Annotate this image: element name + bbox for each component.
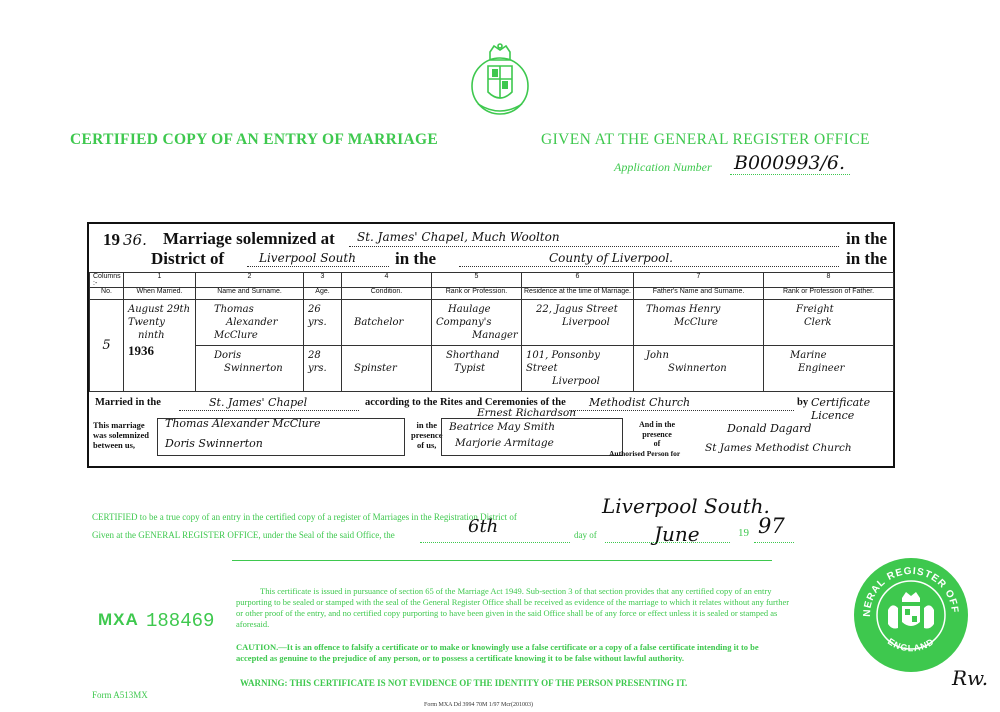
- by-value: Certificate Licence: [811, 396, 871, 422]
- certification-line-2: Given at the GENERAL REGISTER OFFICE, under the Seal of the said Office, the: [92, 530, 395, 540]
- entry-number: 5: [90, 300, 124, 392]
- column-header: Father's Name and Surname.: [634, 288, 764, 300]
- application-number-label: Application Number: [614, 160, 712, 174]
- witness-3: Marjorie Armitage: [455, 437, 554, 449]
- caution-label: CAUTION.: [236, 642, 279, 652]
- royal-crest-icon: [468, 42, 532, 122]
- witness-2: Beatrice May Smith: [449, 421, 555, 433]
- groom-age: 26 yrs.: [304, 300, 342, 346]
- authorised-church: St James Methodist Church: [705, 442, 852, 454]
- column-header: No.: [90, 288, 124, 300]
- district-label: District of: [151, 249, 225, 268]
- year-prefix: 19: [738, 527, 749, 539]
- serial-prefix: MXA: [98, 610, 139, 629]
- certificate-title: CERTIFIED COPY OF AN ENTRY OF MARRIAGE: [70, 131, 438, 148]
- married-in-label: Married in the: [95, 397, 161, 408]
- statutory-notice: This certificate is issued in pursuance of section 65 of the Marriage Act 1949. Sub-section 3 of that section provides that any certified copy of an entry purporting to be sealed or stamped with the seal of the General Register Office shall be received as evidence of the marriage to which it relates without any further or other proof of the entry, and no certified copy purporting to have been given in the said Office shall be of any force or effect unless it is sealed or stamped as aforesaid.: [236, 586, 790, 629]
- caution-notice: [236, 642, 792, 664]
- authorised-person-label: Authorised Person for: [609, 449, 681, 458]
- warning-notice: WARNING: THIS CERTIFICATE IS NOT EVIDENCE OF THE IDENTITY OF THE PERSON PRESENTING IT.: [240, 678, 688, 688]
- application-number-underline: [730, 174, 850, 175]
- certified-district: Liverpool South.: [602, 494, 770, 518]
- column-header: Rank or Profession of Father.: [764, 288, 894, 300]
- groom-name: Thomas Alexander McClure: [196, 300, 304, 346]
- witness-1: Ernest Richardson: [477, 407, 576, 419]
- seal-top-text: NERAL REGISTER OFF: [861, 565, 961, 618]
- column-number: 4: [342, 273, 432, 288]
- in-the-label-1: in the: [846, 229, 888, 248]
- groom-condition: Batchelor: [342, 300, 432, 346]
- bride-age: 28 yrs.: [304, 346, 342, 392]
- groom-signature: Thomas Alexander McClure: [165, 417, 321, 430]
- column-header: Residence at the time of Marriage.: [522, 288, 634, 300]
- groom-father: Thomas Henry McClure: [634, 300, 764, 346]
- bride-condition: Spinster: [342, 346, 432, 392]
- rites-label: according to the Rites and Ceremonies of the: [365, 397, 566, 408]
- district-name: Liverpool South: [259, 251, 356, 265]
- bride-signature: Doris Swinnerton: [165, 437, 263, 450]
- column-number: 2: [196, 273, 304, 288]
- between-us-label: This marriage was solemnized between us,: [93, 420, 149, 450]
- general-register-office-seal: [852, 556, 970, 674]
- year-handwritten: 36.: [123, 231, 147, 249]
- certified-month: June: [654, 522, 700, 546]
- groom-father-profession: Freight Clerk: [764, 300, 894, 346]
- bride-residence: 101, Ponsonby Street Liverpool: [522, 346, 634, 392]
- authorised-person: Donald Dagard: [727, 422, 812, 435]
- column-number: 5: [432, 273, 522, 288]
- county-name: County of Liverpool.: [549, 251, 673, 265]
- marriage-place: St. James' Chapel, Much Woolton: [357, 230, 560, 244]
- serial-number: 188469: [146, 610, 215, 632]
- certification-line-1: CERTIFIED to be a true copy of an entry in the certified copy of a register of Marriages in the Registration District of: [92, 512, 517, 522]
- day-of-label: day of: [574, 530, 597, 540]
- marriage-register-entry: [87, 222, 895, 468]
- solemnized-label: Marriage solemnized at: [163, 229, 335, 248]
- divider-line: [232, 560, 772, 561]
- year-printed: 19: [103, 230, 120, 249]
- issuing-office-title: GIVEN AT THE GENERAL REGISTER OFFICE: [541, 131, 870, 148]
- by-label: by: [797, 397, 809, 408]
- presence-label: in the presence of us,: [411, 420, 443, 450]
- column-number: 8: [764, 273, 894, 288]
- groom-residence: 22, Jagus Street Liverpool: [522, 300, 634, 346]
- caution-text: —It is an offence to falsify a certificate or to make or knowingly use a false certificate or a copy of a false certificate intending it to be accepted as genuine to the prejudice of any person, or to possess a certificate knowing it to be false without lawful authority.: [236, 642, 759, 663]
- married-in-place: St. James' Chapel: [209, 396, 308, 409]
- column-header: Condition.: [342, 288, 432, 300]
- column-header: When Married.: [124, 288, 196, 300]
- column-number: 6: [522, 273, 634, 288]
- column-header: Rank or Profession.: [432, 288, 522, 300]
- bride-name: Doris Swinnerton: [196, 346, 304, 392]
- bride-father-profession: Marine Engineer: [764, 346, 894, 392]
- column-header: Age.: [304, 288, 342, 300]
- column-number: 1: [124, 273, 196, 288]
- column-number: 3: [304, 273, 342, 288]
- form-number-left: Form A513MX: [92, 690, 148, 700]
- application-number: B000993/6.: [734, 152, 846, 174]
- registrar-initials: Rw.: [952, 666, 989, 690]
- column-number: 7: [634, 273, 764, 288]
- in-the-label-2: in the: [395, 249, 437, 268]
- bride-father: John Swinnerton: [634, 346, 764, 392]
- church-name: Methodist Church: [589, 396, 691, 409]
- bride-profession: Shorthand Typist: [432, 346, 522, 392]
- authorised-label: And in the presence of: [638, 420, 675, 448]
- groom-profession: Haulage Company's Manager: [432, 300, 522, 346]
- register-columns: [89, 272, 894, 392]
- seal-bottom-text: ENGLAND: [885, 636, 937, 654]
- in-the-label-3: in the: [846, 249, 888, 268]
- form-number-bottom: Form MXA Dd 3994 70M 1/97 Mcr(201003): [424, 702, 533, 708]
- column-header: Name and Surname.: [196, 288, 304, 300]
- columns-label: Columns :-: [90, 273, 124, 288]
- certified-day: 6th: [468, 516, 499, 537]
- when-married: August 29th Twenty ninth 1936: [124, 300, 196, 392]
- certified-year: 97: [758, 514, 785, 538]
